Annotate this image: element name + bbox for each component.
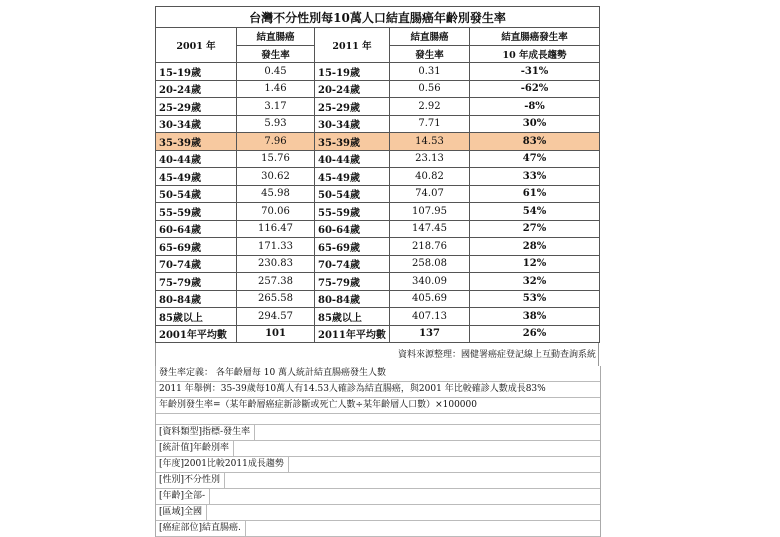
- header-rate-2011: 發生率: [390, 45, 470, 63]
- age-2001-cell: 70-74歲: [156, 255, 237, 273]
- age-2011-cell: 25-29歲: [315, 98, 390, 116]
- source-note: 資料來源整理：國健署癌症登記線上互動查詢系統: [155, 343, 599, 366]
- rate-2011-cell: 0.31: [390, 63, 470, 81]
- header-year-2001: 2001 年: [156, 28, 237, 63]
- age-2011-cell: 40-44歲: [315, 150, 390, 168]
- growth-cell: -62%: [470, 80, 600, 98]
- rate-2001-cell: 15.76: [237, 150, 315, 168]
- growth-cell: 30%: [470, 115, 600, 133]
- age-2011-cell: 30-34歲: [315, 115, 390, 133]
- filter-data-type: [資料類型]指標-發生率: [156, 425, 600, 441]
- header-rate-2001: 發生率: [237, 45, 315, 63]
- filter-region: [區域]全國: [156, 505, 600, 521]
- age-2011-cell: 20-24歲: [315, 80, 390, 98]
- rate-2011-cell: 258.08: [390, 255, 470, 273]
- rate-2001-cell: 0.45: [237, 63, 315, 81]
- table-title: 台灣不分性別每10萬人口結直腸癌年齡別發生率: [156, 7, 600, 28]
- average-label-2011: 2011年平均數: [315, 325, 390, 343]
- growth-cell: 53%: [470, 290, 600, 308]
- rate-2001-cell: 171.33: [237, 238, 315, 256]
- rate-2011-cell: 405.69: [390, 290, 470, 308]
- average-value-2011: 137: [390, 325, 470, 343]
- table-row: [156, 308, 600, 326]
- note-example: 2011 年舉例：35-39歲每10萬人有14.53人確診為結直腸癌，與2001 年比較確診人數成長83%: [156, 382, 600, 398]
- table-row: [156, 133, 600, 151]
- growth-cell: -31%: [470, 63, 600, 81]
- age-2011-cell: 15-19歲: [315, 63, 390, 81]
- growth-cell: 33%: [470, 168, 600, 186]
- table-row: [156, 98, 600, 116]
- spreadsheet: [155, 6, 599, 537]
- age-2011-cell: 75-79歲: [315, 273, 390, 291]
- note-formula: 年齡別發生率=（某年齡層癌症新診斷或死亡人數÷某年齡層人口數）×100000: [156, 398, 600, 414]
- rate-2001-cell: 30.62: [237, 168, 315, 186]
- rate-2011-cell: 23.13: [390, 150, 470, 168]
- age-2001-cell: 25-29歲: [156, 98, 237, 116]
- table-row: [156, 168, 600, 186]
- average-label-2001: 2001年平均數: [156, 325, 237, 343]
- rate-2001-cell: 45.98: [237, 185, 315, 203]
- age-2011-cell: 80-84歲: [315, 290, 390, 308]
- growth-cell: 61%: [470, 185, 600, 203]
- rate-2001-cell: 3.17: [237, 98, 315, 116]
- age-2001-cell: 85歲以上: [156, 308, 237, 326]
- age-2001-cell: 30-34歲: [156, 115, 237, 133]
- table-row: [156, 80, 600, 98]
- age-2001-cell: 35-39歲: [156, 133, 237, 151]
- spacer-row: [156, 414, 600, 425]
- header-year-2011: 2011 年: [315, 28, 390, 63]
- growth-cell: 32%: [470, 273, 600, 291]
- age-2011-cell: 50-54歲: [315, 185, 390, 203]
- rate-2011-cell: 40.82: [390, 168, 470, 186]
- filter-sex: [性別]不分性別: [156, 473, 600, 489]
- rate-2001-cell: 230.83: [237, 255, 315, 273]
- age-2001-cell: 40-44歲: [156, 150, 237, 168]
- rate-2011-cell: 14.53: [390, 133, 470, 151]
- table-row: [156, 185, 600, 203]
- table-row: [156, 63, 600, 81]
- header-growth: 結直腸癌發生率: [470, 28, 600, 46]
- table-row: [156, 238, 600, 256]
- rate-2001-cell: 257.38: [237, 273, 315, 291]
- table-row: [156, 255, 600, 273]
- age-2011-cell: 70-74歲: [315, 255, 390, 273]
- growth-cell: 12%: [470, 255, 600, 273]
- header-crc-2001: 結直腸癌: [237, 28, 315, 46]
- rate-2011-cell: 218.76: [390, 238, 470, 256]
- growth-cell: -8%: [470, 98, 600, 116]
- filter-age: [年齡]全部-: [156, 489, 600, 505]
- growth-cell: 27%: [470, 220, 600, 238]
- rate-2011-cell: 0.56: [390, 80, 470, 98]
- average-growth: 26%: [470, 325, 600, 343]
- rate-2001-cell: 265.58: [237, 290, 315, 308]
- growth-cell: 38%: [470, 308, 600, 326]
- incidence-table: [155, 6, 600, 343]
- growth-cell: 28%: [470, 238, 600, 256]
- age-2011-cell: 45-49歲: [315, 168, 390, 186]
- growth-cell: 83%: [470, 133, 600, 151]
- filter-statistic: [統計值]年齡別率: [156, 441, 600, 457]
- age-2011-cell: 35-39歲: [315, 133, 390, 151]
- note-definition: 發生率定義： 各年齡層每 10 萬人統計結直腸癌發生人數: [156, 366, 600, 382]
- age-2001-cell: 55-59歲: [156, 203, 237, 221]
- rate-2011-cell: 7.71: [390, 115, 470, 133]
- average-value-2001: 101: [237, 325, 315, 343]
- table-row: [156, 203, 600, 221]
- age-2001-cell: 50-54歲: [156, 185, 237, 203]
- rate-2001-cell: 7.96: [237, 133, 315, 151]
- growth-cell: 47%: [470, 150, 600, 168]
- rate-2011-cell: 74.07: [390, 185, 470, 203]
- filter-cancer-site: [癌症部位]結直腸癌.: [156, 521, 600, 537]
- table-row: [156, 273, 600, 291]
- rate-2011-cell: 2.92: [390, 98, 470, 116]
- filter-year: [年度]2001比較2011成長趨勢: [156, 457, 600, 473]
- age-2001-cell: 20-24歲: [156, 80, 237, 98]
- table-row: [156, 220, 600, 238]
- age-2001-cell: 65-69歲: [156, 238, 237, 256]
- rate-2001-cell: 294.57: [237, 308, 315, 326]
- rate-2011-cell: 407.13: [390, 308, 470, 326]
- age-2001-cell: 80-84歲: [156, 290, 237, 308]
- rate-2011-cell: 147.45: [390, 220, 470, 238]
- header-crc-2011: 結直腸癌: [390, 28, 470, 46]
- age-2001-cell: 15-19歲: [156, 63, 237, 81]
- table-row: [156, 290, 600, 308]
- rate-2011-cell: 340.09: [390, 273, 470, 291]
- growth-cell: 54%: [470, 203, 600, 221]
- age-2001-cell: 75-79歲: [156, 273, 237, 291]
- table-row: [156, 150, 600, 168]
- rate-2011-cell: 107.95: [390, 203, 470, 221]
- rate-2001-cell: 5.93: [237, 115, 315, 133]
- age-2011-cell: 85歲以上: [315, 308, 390, 326]
- notes-area: [155, 366, 601, 537]
- age-2001-cell: 60-64歲: [156, 220, 237, 238]
- age-2011-cell: 65-69歲: [315, 238, 390, 256]
- age-2001-cell: 45-49歲: [156, 168, 237, 186]
- age-2011-cell: 60-64歲: [315, 220, 390, 238]
- rate-2001-cell: 116.47: [237, 220, 315, 238]
- average-row: [156, 325, 600, 343]
- rate-2001-cell: 70.06: [237, 203, 315, 221]
- age-2011-cell: 55-59歲: [315, 203, 390, 221]
- table-row: [156, 115, 600, 133]
- rate-2001-cell: 1.46: [237, 80, 315, 98]
- header-trend: 10 年成長趨勢: [470, 45, 600, 63]
